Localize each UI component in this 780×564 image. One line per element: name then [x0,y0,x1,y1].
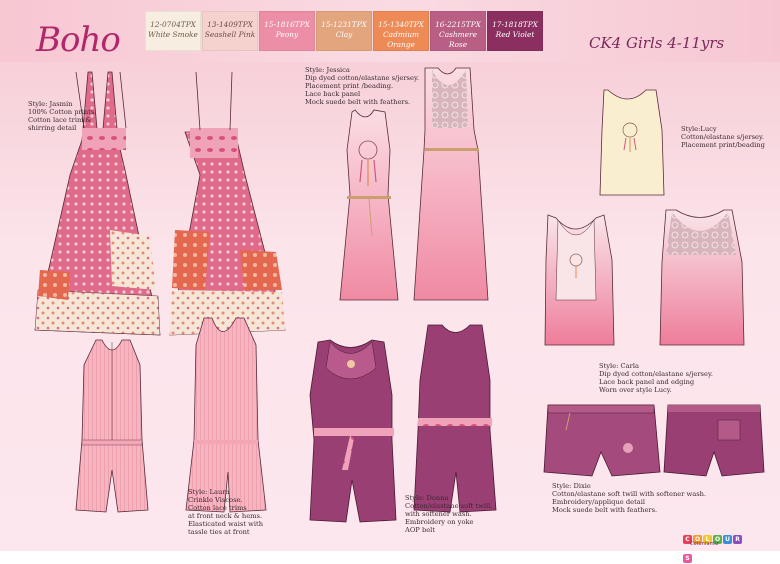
style-note-line: Lace back panel [305,90,361,98]
swatch-name: Cadmium Orange [383,30,419,49]
donna-romper-front [310,340,396,522]
style-note-line: Mock suede belt with feathers. [552,506,658,514]
logo-letter: U [723,535,732,544]
laura-romper-front [76,340,148,512]
page-title: CK4 Girls 4-11yrs [589,34,725,52]
style-note-line: Placement print/beading [681,141,765,149]
style-note-line: Elasticated waist with [188,520,264,528]
style-note-jasmin [28,100,96,132]
laura-romper-back [186,318,266,512]
style-note-line: AOP belt [405,526,436,534]
swatch-name: Peony [275,30,299,39]
swatch-code: 17-1818TPX [492,20,538,29]
style-note-donna [405,494,492,534]
style-note-line: Dip dyed cotton/elastane s/jersey. [599,370,713,378]
dixie-shorts-back [664,405,764,476]
style-note-line: at front neck & hems. [188,512,263,520]
style-note-line: Cotton/elastane soft twill. [405,502,493,510]
swatch-name: Cashmere Rose [439,30,477,49]
style-note-line: Embroidery on yoke [405,518,474,526]
swatch-name: Red Violet [495,30,535,39]
swatch-code: 15-1340TPX [378,20,424,29]
style-note-line: shirring detail [28,124,77,132]
logo-letter: O [714,536,721,543]
style-note-line: Placement print /beading. [305,82,394,90]
style-note-line: Worn over style Lucy. [599,386,672,394]
donna-romper-back [414,325,496,512]
swatch-name: Clay [335,30,353,39]
jessica-dress-front [340,110,398,300]
carla-front [545,215,614,345]
swatch-name: White Smoke [148,30,198,39]
swatch-code: 12-0704TPX [150,20,196,29]
style-note-line: tassle ties at front [188,528,250,536]
jessica-dress-back [414,68,488,300]
logo-letter: C [683,535,692,544]
style-note-line: Style: Jasmin [28,100,73,108]
style-note-line: Style: Laura [188,488,230,496]
swatch-code: 13-1409TPX [207,20,253,29]
style-note-line: Cotton/elastane soft twill with softener wash. [552,490,707,498]
swatch-code: 15-1231TPX [321,20,367,29]
jasmin-dress-back [170,72,285,335]
colours-logo-subtitle: Cotonfamiz [690,541,719,547]
style-note-dixie [552,482,706,514]
logo-letter: L [703,535,712,544]
style-note-line: Style: Carla [599,362,639,370]
style-note-lucy [681,125,765,149]
logo-letter: O [694,536,701,543]
swatch-code: 15-1816TPX [264,20,310,29]
style-note-line: Cotton lace trims [188,504,247,512]
swatch-name: Seashell Pink [204,30,256,39]
style-note-line: with softener wash. [405,510,472,518]
style-note-line: Embroidery/applique detail [552,498,646,506]
logo-letter: S [683,554,692,563]
style-note-line: Mock suede belt with feathers. [305,98,411,106]
style-note-line: Cotton lace trim & [28,116,92,124]
style-note-line: Style: Donna [405,494,449,502]
dixie-shorts-front [544,405,660,476]
style-note-line: Style: Jessica [305,66,350,74]
style-note-line: Cotton/elastane s/jersey. [681,133,765,141]
style-note-line: Dip dyed cotton/elastane s/jersey. [305,74,419,82]
lucy-top [600,90,664,195]
style-note-line: Crinkle Viscose. [188,496,243,504]
style-note-line: Style:Lucy [681,125,717,133]
style-note-line: 100% Cotton prints. [28,108,97,116]
swatch-code: 16-2215TPX [435,20,481,29]
style-note-jessica [305,66,419,106]
style-note-laura [188,488,263,536]
logo-letter: R [733,535,742,544]
carla-back [660,210,744,345]
brand-logo: Boho [36,20,120,60]
style-note-carla [599,362,713,394]
style-note-line: Lace back panel and edging [599,378,695,386]
style-note-line: Style: Dixie [552,482,591,490]
